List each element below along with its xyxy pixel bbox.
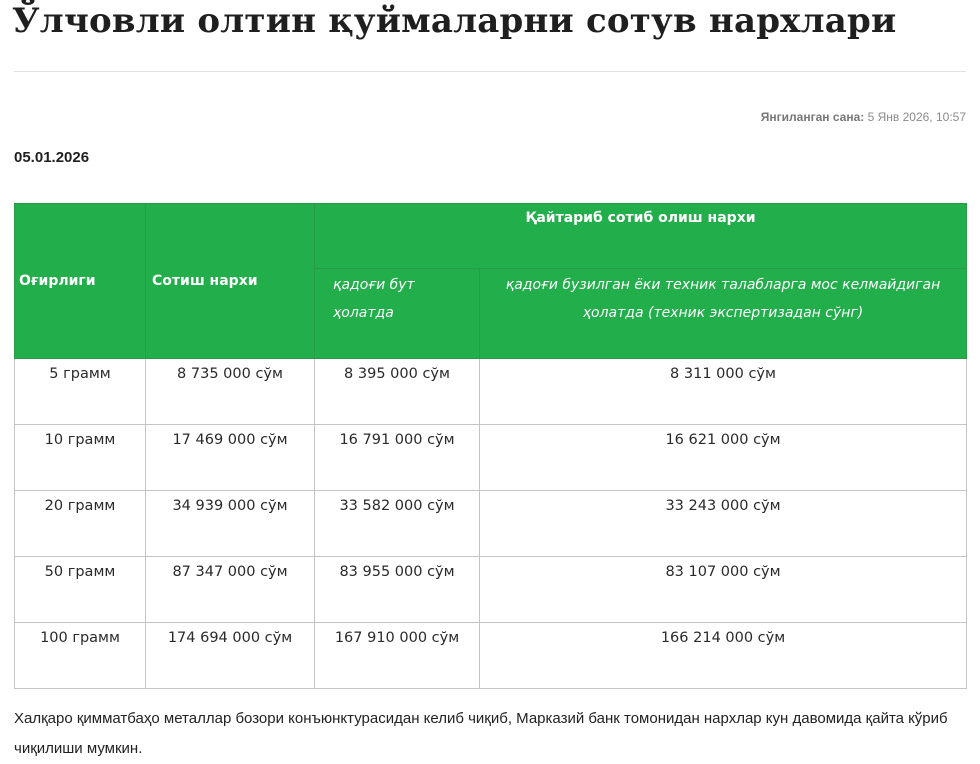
cell-weight: 100 грамм <box>15 623 146 689</box>
cell-sell-price: 8 735 000 сўм <box>146 359 315 425</box>
table-row <box>15 557 967 623</box>
cell-buyback-intact: 83 955 000 сўм <box>315 557 480 623</box>
updated-label: Янгиланган сана: <box>760 110 865 124</box>
cell-buyback-intact: 8 395 000 сўм <box>315 359 480 425</box>
header-sell-price: Сотиш нархи <box>146 204 315 359</box>
header-buyback-price: Қайтариб сотиб олиш нархи <box>315 204 967 269</box>
header-buyback-intact: қадоғи бут ҳолатда <box>315 269 480 359</box>
table-row <box>15 425 967 491</box>
updated-value: 5 Янв 2026, 10:57 <box>867 110 966 124</box>
price-disclaimer: Халқаро қимматбаҳо металлар бозори конъюнктурасидан келиб чиқиб, Марказий банк томонидан нархлар кун давомида қайта кўриб чиқилиши мумкин. <box>14 710 948 757</box>
gold-price-table <box>14 203 967 689</box>
table-row <box>15 359 967 425</box>
cell-sell-price: 17 469 000 сўм <box>146 425 315 491</box>
price-date: 05.01.2026 <box>14 149 90 166</box>
cell-buyback-damaged: 166 214 000 сўм <box>480 623 967 689</box>
cell-buyback-damaged: 33 243 000 сўм <box>480 491 967 557</box>
cell-buyback-intact: 33 582 000 сўм <box>315 491 480 557</box>
title-divider <box>14 71 966 72</box>
cell-weight: 10 грамм <box>15 425 146 491</box>
cell-buyback-damaged: 16 621 000 сўм <box>480 425 967 491</box>
cell-weight: 50 грамм <box>15 557 146 623</box>
cell-weight: 5 грамм <box>15 359 146 425</box>
header-weight: Оғирлиги <box>15 204 146 359</box>
cell-buyback-intact: 16 791 000 сўм <box>315 425 480 491</box>
cell-buyback-intact: 167 910 000 сўм <box>315 623 480 689</box>
table-row <box>15 491 967 557</box>
cell-buyback-damaged: 8 311 000 сўм <box>480 359 967 425</box>
cell-sell-price: 174 694 000 сўм <box>146 623 315 689</box>
page-title: Ўлчовли олтин қуймаларни сотув нархлари <box>12 1 897 41</box>
cell-buyback-damaged: 83 107 000 сўм <box>480 557 967 623</box>
header-buyback-damaged: қадоғи бузилган ёки техник талабларга мос келмайдиган ҳолатда (техник экспертизадан сўнг) <box>480 269 967 359</box>
cell-sell-price: 34 939 000 сўм <box>146 491 315 557</box>
updated-timestamp <box>761 110 966 124</box>
cell-sell-price: 87 347 000 сўм <box>146 557 315 623</box>
table-row <box>15 623 967 689</box>
cell-weight: 20 грамм <box>15 491 146 557</box>
